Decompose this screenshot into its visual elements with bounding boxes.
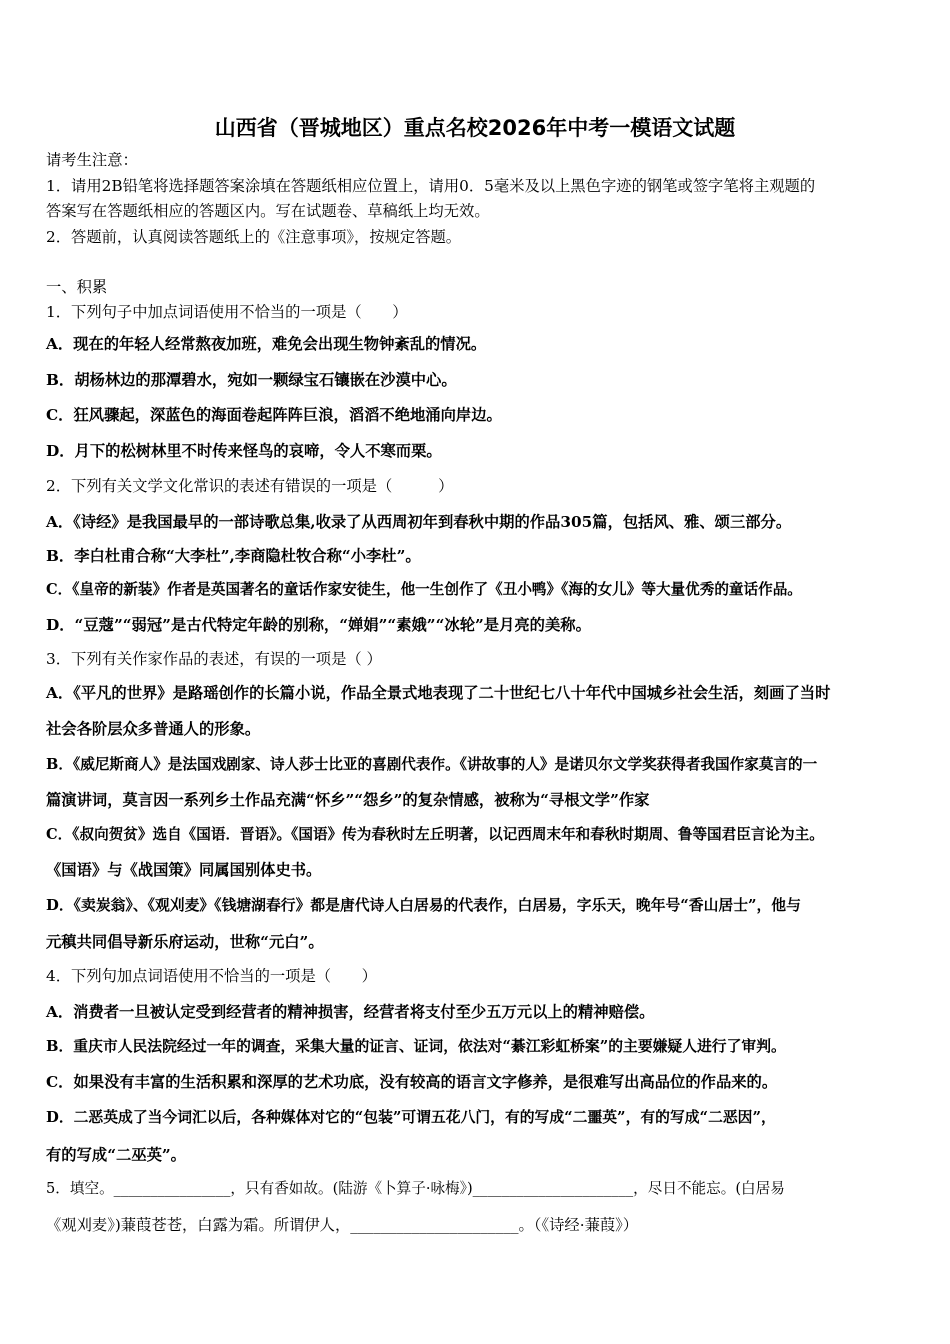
option: A．《诗经》是我国最早的一部诗歌总集,收录了从西周初年到春秋中期的作品305篇，包括风、雅、颂三部分。 bbox=[46, 513, 792, 531]
question-stem: 2．下列有关文学文化常识的表述有错误的一项是（ ） bbox=[46, 477, 454, 495]
page-title: 山西省（晋城地区）重点名校2026年中考一模语文试题 bbox=[214, 116, 736, 140]
option: D．“豆蔻”“弱冠”是古代特定年龄的别称，“婵娟”“素娥”“冰轮”是月亮的美称。 bbox=[46, 616, 591, 634]
fill-blank-line: 《观刈麦》)蒹葭苍苍，白露为霜。所谓伊人，______________________。（《诗经·蒹葭》） bbox=[46, 1216, 639, 1234]
option: C．狂风骤起，深蓝色的海面卷起阵阵巨浪，滔滔不绝地涌向岸边。 bbox=[46, 406, 502, 424]
notice-heading: 请考生注意： bbox=[46, 151, 138, 169]
option: D．月下的松树林里不时传来怪鸟的哀啼，令人不寒而栗。 bbox=[46, 442, 442, 460]
option-continued: 篇演讲词，莫言因一系列乡土作品充满“怀乡”“怨乡”的复杂情感，被称为“寻根文学”作家 bbox=[46, 791, 650, 809]
option-continued: 有的写成“二巫英”。 bbox=[46, 1146, 186, 1164]
option: D．《卖炭翁》、《观刈麦》《钱塘湖春行》都是唐代诗人白居易的代表作，白居易，字乐天，晚年号“香山居士”，他与 bbox=[46, 897, 801, 914]
option: C．《叔向贺贫》选自《国语．晋语》。《国语》传为春秋时左丘明著，以记西周末年和春秋时期周、鲁等国君臣言论为主。 bbox=[46, 826, 824, 843]
option: A．《平凡的世界》是路瑶创作的长篇小说，作品全景式地表现了二十世纪七八十年代中国城乡社会生活，刻画了当时 bbox=[46, 684, 831, 702]
option: A．现在的年轻人经常熬夜加班，难免会出现生物钟紊乱的情况。 bbox=[46, 335, 487, 353]
option: B．李白杜甫合称“大李杜”,李商隐杜牧合称“小李杜”。 bbox=[46, 547, 421, 565]
question-stem: 1．下列句子中加点词语使用不恰当的一项是（ ） bbox=[46, 303, 408, 321]
option: C．《皇帝的新装》作者是英国著名的童话作家安徒生，他一生创作了《丑小鸭》《海的女儿》等大量优秀的童话作品。 bbox=[46, 581, 802, 598]
option: D．二恶英成了当今词汇以后，各种媒体对它的“包装”可谓五花八门，有的写成“二噩英”，有的写成“二恶因”， bbox=[46, 1109, 776, 1126]
question-stem: 3．下列有关作家作品的表述，有误的一项是（ ） bbox=[46, 650, 382, 668]
section-heading: 一、积累 bbox=[46, 278, 108, 296]
question-stem: 5．填空。________________，只有香如故。(陆游《卜算子·咏梅》)______________________，尽日不能忘。(白居易 bbox=[46, 1180, 785, 1197]
notice-line: 1．请用2B铅笔将选择题答案涂填在答题纸相应位置上，请用0．5毫米及以上黑色字迹的钢笔或签字笔将主观题的 bbox=[46, 177, 816, 195]
option-continued: 社会各阶层众多普通人的形象。 bbox=[46, 720, 261, 738]
option: B．胡杨林边的那潭碧水，宛如一颗绿宝石镶嵌在沙漠中心。 bbox=[46, 371, 457, 389]
option-continued: 《国语》与《战国策》同属国别体史书。 bbox=[46, 861, 322, 879]
question-stem: 4．下列句加点词语使用不恰当的一项是（ ） bbox=[46, 967, 377, 985]
option: A．消费者一旦被认定受到经营者的精神损害，经营者将支付至少五万元以上的精神赔偿。 bbox=[46, 1003, 655, 1021]
notice-line: 答案写在答题纸相应的答题区内。写在试题卷、草稿纸上均无效。 bbox=[46, 202, 490, 220]
option-continued: 元稹共同倡导新乐府运动，世称“元白”。 bbox=[46, 933, 324, 951]
notice-line: 2．答题前，认真阅读答题纸上的《注意事项》，按规定答题。 bbox=[46, 228, 462, 246]
option: B．重庆市人民法院经过一年的调查，采集大量的证言、证词，依法对“綦江彩虹桥案”的主要嫌疑人进行了审判。 bbox=[46, 1038, 786, 1055]
option: C．如果没有丰富的生活积累和深厚的艺术功底，没有较高的语言文字修养，是很难写出高品位的作品来的。 bbox=[46, 1073, 778, 1091]
option: B．《威尼斯商人》是法国戏剧家、诗人莎士比亚的喜剧代表作。《讲故事的人》是诺贝尔文学奖获得者我国作家莫言的一 bbox=[46, 756, 818, 773]
